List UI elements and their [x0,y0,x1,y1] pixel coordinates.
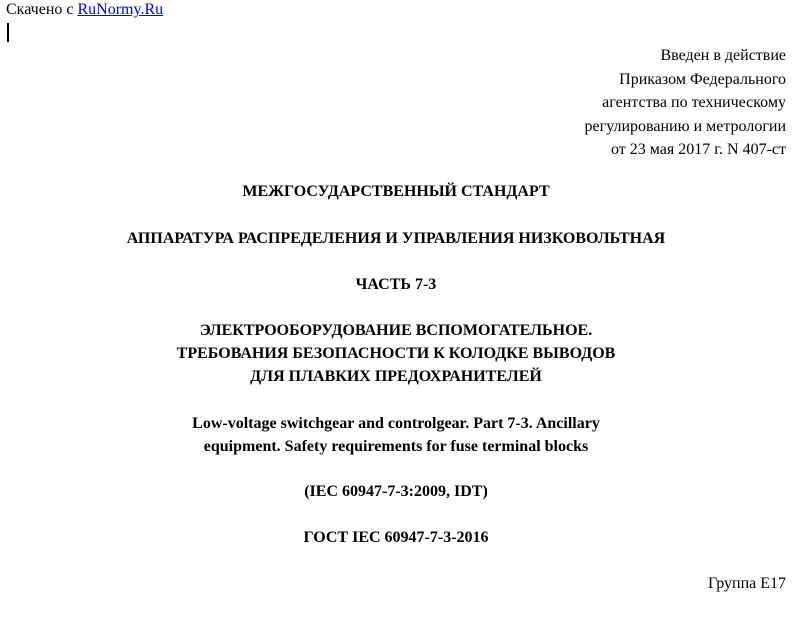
document-subtitle [0,319,792,388]
part-heading: ЧАСТЬ 7-3 [355,276,437,293]
english-title [0,412,792,458]
text-cursor [7,23,9,42]
subtitle-line: ДЛЯ ПЛАВКИХ ПРЕДОХРАНИТЕЛЕЙ [250,368,542,385]
runormy-link[interactable]: RuNormy.Ru [77,1,164,18]
approval-line: Приказом Федерального [619,70,786,88]
standard-type-heading: МЕЖГОСУДАРСТВЕННЫЙ СТАНДАРТ [242,183,550,200]
iec-reference: (IEC 60947-7-3:2009, IDT) [304,483,488,500]
subtitle-line: ЭЛЕКТРООБОРУДОВАНИЕ ВСПОМОГАТЕЛЬНОЕ. [199,322,593,339]
subtitle-line: ТРЕБОВАНИЯ БЕЗОПАСНОСТИ К КОЛОДКЕ ВЫВОДОВ [176,345,616,362]
approval-line: агентства по техническому [602,94,786,111]
source-prefix: Скачено с [6,1,78,18]
approval-line: от 23 мая 2017 г. N 407-ст [611,141,786,158]
english-title-line: Low-voltage switchgear and controlgear. Part 7-3. Ancillary [192,415,600,432]
gost-designation: ГОСТ IEC 60947-7-3-2016 [303,529,489,546]
approval-block [585,44,786,162]
document-title: АППАРАТУРА РАСПРЕДЕЛЕНИЯ И УПРАВЛЕНИЯ НИЗКОВОЛЬТНАЯ [126,230,666,247]
english-title-line: equipment. Safety requirements for fuse terminal blocks [203,438,589,455]
approval-line: Введен в действие [660,47,786,64]
group-code: Группа Е17 [707,575,786,592]
source-line [6,1,163,19]
approval-line: регулированию и метрологии [584,117,786,135]
